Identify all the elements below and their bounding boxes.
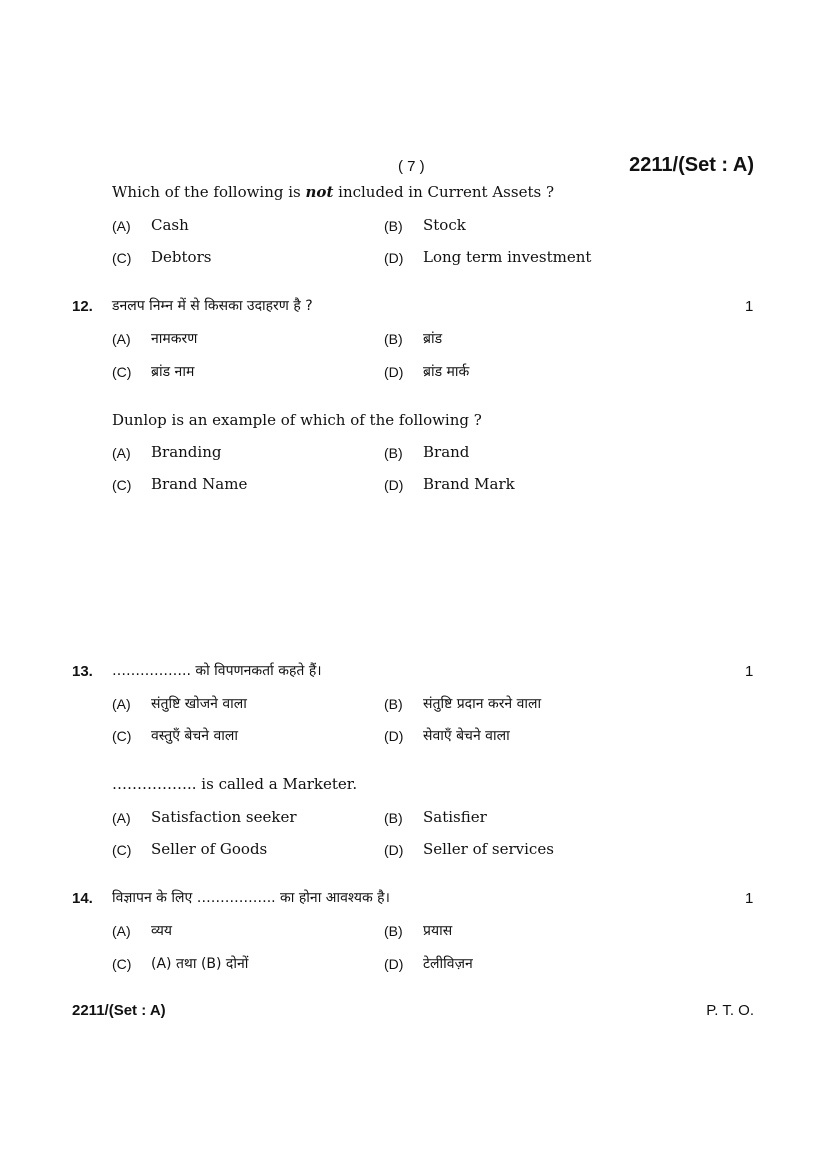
q11-emphasis: not [305, 183, 334, 201]
option-text: नामकरण [151, 331, 198, 347]
option-label: (C) [112, 728, 132, 744]
q11-english-text: Which of the following is not included in Current Assets ? [112, 183, 554, 201]
set-code-footer: 2211/(Set : A) [72, 1002, 166, 1019]
option-label: (D) [384, 956, 404, 972]
marks: 1 [745, 663, 754, 680]
option-label: (C) [112, 842, 132, 858]
option-text: Brand Mark [423, 475, 515, 493]
option-label: (A) [112, 810, 131, 826]
pto-marker: P. T. O. [706, 1002, 754, 1019]
option-label: (D) [384, 364, 404, 380]
option-text: वस्तुएँ बेचने वाला [151, 728, 239, 744]
page-number: ( 7 ) [398, 158, 425, 175]
q14-hindi-text: विज्ञापन के लिए …………….. का होना आवश्यक है। [112, 890, 390, 906]
option-text: सेवाएँ बेचने वाला [423, 728, 510, 744]
option-text: Brand [423, 443, 470, 461]
option-text: (A) तथा (B) दोनों [151, 956, 249, 972]
q12-english-text: Dunlop is an example of which of the following ? [112, 411, 482, 429]
option-label: (A) [112, 923, 131, 939]
option-label: (D) [384, 477, 404, 493]
option-label: (A) [112, 218, 131, 234]
question-number: 13. [72, 663, 93, 680]
option-label: (B) [384, 218, 403, 234]
option-label: (C) [112, 250, 132, 266]
option-label: (C) [112, 477, 132, 493]
option-text: Long term investment [423, 248, 592, 266]
q13-english-text: …………….. is called a Marketer. [112, 775, 358, 793]
option-label: (B) [384, 810, 403, 826]
set-code-header: 2211/(Set : A) [629, 154, 754, 176]
marks: 1 [745, 298, 754, 315]
option-label: (D) [384, 728, 404, 744]
option-text: संतुष्टि खोजने वाला [151, 696, 247, 712]
option-label: (B) [384, 445, 403, 461]
option-label: (B) [384, 696, 403, 712]
option-label: (B) [384, 923, 403, 939]
option-text: Cash [151, 216, 189, 234]
question-number: 12. [72, 298, 93, 315]
q13-hindi-text: …………….. को विपणनकर्ता कहते हैं। [112, 663, 322, 679]
option-text: संतुष्टि प्रदान करने वाला [423, 696, 542, 712]
option-label: (D) [384, 842, 404, 858]
option-text: व्यय [151, 923, 173, 939]
option-text: Branding [151, 443, 222, 461]
option-text: Brand Name [151, 475, 248, 493]
option-text: Satisfier [423, 808, 487, 826]
option-text: Debtors [151, 248, 212, 266]
option-text: प्रयास [423, 923, 453, 939]
option-label: (A) [112, 696, 131, 712]
option-label: (C) [112, 364, 132, 380]
option-text: Seller of services [423, 840, 554, 858]
option-text: ब्रांड नाम [151, 364, 195, 380]
option-text: Satisfaction seeker [151, 808, 297, 826]
option-text: Stock [423, 216, 466, 234]
option-text: Seller of Goods [151, 840, 268, 858]
option-text: ब्रांड मार्क [423, 364, 470, 380]
question-number: 14. [72, 890, 93, 907]
option-text: टेलीविज़न [423, 956, 473, 972]
option-text: ब्रांड [423, 331, 443, 347]
q12-hindi-text: डनलप निम्न में से किसका उदाहरण है ? [112, 298, 313, 314]
option-label: (A) [112, 331, 131, 347]
option-label: (C) [112, 956, 132, 972]
marks: 1 [745, 890, 754, 907]
option-label: (B) [384, 331, 403, 347]
option-label: (A) [112, 445, 131, 461]
option-label: (D) [384, 250, 404, 266]
